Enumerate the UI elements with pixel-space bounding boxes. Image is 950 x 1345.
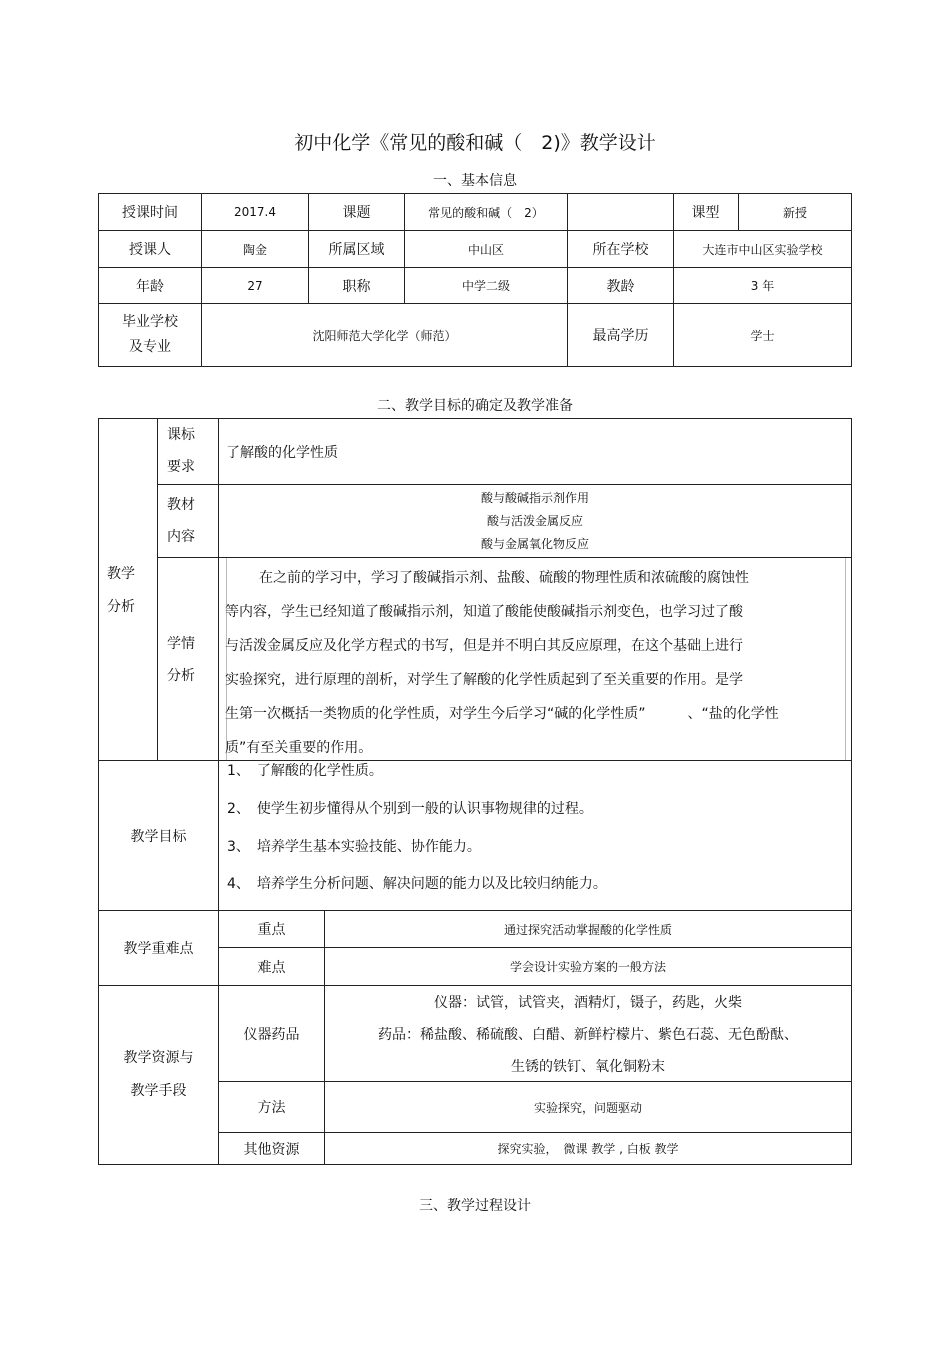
- value-graduate-school: 沈阳师范大学化学（师范）: [312, 328, 457, 343]
- label-teaching-analysis: [99, 558, 152, 624]
- goal-item: 3、 培养学生基本实验技能、协作能力。: [227, 839, 481, 855]
- value-degree: 学士: [750, 328, 775, 343]
- label-resources-methods-line2: 教学手段: [130, 1083, 187, 1099]
- value-key-point: 通过探究活动掌握酸的化学性质: [503, 922, 672, 937]
- label-degree: 最高学历: [592, 328, 649, 344]
- label-textbook-content: [158, 489, 213, 553]
- paragraph-line: 与活泼金属反应及化学方程式的书写，但是并不明白其反应原理，在这个基础上进行: [225, 638, 743, 654]
- label-graduate-school-line1: 毕业学校: [122, 314, 178, 330]
- reagents-line-cont: 生锈的铁钉、氧化铜粉末: [511, 1058, 665, 1075]
- label-graduate-school: [99, 304, 201, 366]
- value-topic: 常见的酸和碱（ 2）: [428, 205, 544, 220]
- paragraph-line: 等内容，学生已经知道了酸碱指示剂，知道了酸能使酸碱指示剂变色，也学习过了酸: [225, 604, 743, 620]
- paragraph-line: 生第一次概括一类物质的化学性质，对学生今后学习“碱的化学性质” 、“盐的化学性: [225, 706, 779, 722]
- label-topic: 课题: [342, 205, 371, 221]
- label-lesson-type: 课型: [691, 205, 720, 221]
- label-method: 方法: [257, 1100, 286, 1116]
- reagents-line: 药品：稀盐酸、稀硫酸、白醋、新鲜柠檬片、紫色石蕊、无色酚酞、: [378, 1026, 798, 1043]
- label-age: 年龄: [136, 278, 164, 295]
- label-teaching-goals: 教学目标: [130, 828, 187, 845]
- paragraph-line: 质”有至关重要的作用。: [225, 740, 373, 756]
- label-teaching-analysis-line1: 教学: [107, 566, 135, 582]
- label-teaching-years: 教龄: [606, 278, 635, 295]
- label-time: 授课时间: [122, 205, 178, 221]
- instruments-line: 仪器：试管，试管夹，酒精灯，镊子，药匙，火柴: [434, 994, 742, 1011]
- label-school: 所在学校: [592, 242, 649, 258]
- value-lesson-type: 新授: [782, 205, 807, 220]
- label-curriculum-standard-line2: 要求: [167, 459, 195, 475]
- value-other-resources: 探究实验， 微课 教学 , 白板 教学: [497, 1142, 679, 1156]
- textbook-content-list: [219, 485, 851, 557]
- label-student-analysis-line1: 学情: [167, 636, 195, 652]
- label-key-point: 重点: [257, 922, 286, 938]
- student-analysis-text: [225, 561, 841, 765]
- label-resources-methods-line1: 教学资源与: [123, 1050, 194, 1066]
- page-title: 初中化学《常见的酸和碱（ 2)》教学设计: [294, 132, 656, 154]
- label-resources-methods: [99, 986, 218, 1164]
- goal-item: 2、 使学生初步懂得从个别到一般的认识事物规律的过程。: [227, 801, 593, 817]
- label-teaching-analysis-line2: 分析: [107, 599, 135, 615]
- label-teacher: 授课人: [129, 242, 171, 258]
- list-item: 酸与活泼金属反应: [486, 513, 583, 528]
- instruments-reagents-list: [325, 988, 851, 1081]
- label-graduate-school-line2: 及专业: [129, 339, 171, 355]
- list-item: 酸与酸碱指示剂作用: [480, 490, 589, 505]
- label-district: 所属区域: [328, 242, 385, 258]
- value-curriculum-standard: 了解酸的化学性质: [226, 444, 338, 461]
- label-key-difficult-points: 教学重难点: [123, 941, 194, 957]
- value-teaching-years: 3 年: [750, 279, 775, 293]
- section-basic-info: 一、基本信息: [433, 173, 517, 189]
- label-curriculum-standard: [158, 419, 213, 483]
- label-difficult-point: 难点: [257, 959, 286, 976]
- goal-item: 4、 培养学生分析问题、解决问题的能力以及比较归纳能力。: [227, 876, 607, 892]
- label-textbook-content-line2: 内容: [167, 529, 195, 545]
- paragraph-line: 实验探究，进行原理的剖析，对学生了解酸的化学性质起到了至关重要的作用。是学: [225, 672, 743, 688]
- label-student-analysis: [158, 628, 213, 692]
- value-title: 中学二级: [461, 279, 510, 293]
- value-school: 大连市中山区实验学校: [702, 242, 823, 257]
- label-student-analysis-line2: 分析: [167, 668, 195, 684]
- value-teacher: 陶金: [242, 242, 267, 257]
- section-process-design: 三、教学过程设计: [419, 1198, 531, 1214]
- value-difficult-point: 学会设计实验方案的一般方法: [509, 960, 666, 974]
- value-method: 实验探究，问题驱动: [533, 1100, 642, 1115]
- value-age: 27: [247, 278, 263, 293]
- label-curriculum-standard-line1: 课标: [167, 427, 195, 443]
- value-time: 2017.4: [234, 205, 276, 219]
- paragraph-line: 在之前的学习中，学习了酸碱指示剂、盐酸、硫酸的物理性质和浓硫酸的腐蚀性: [259, 570, 749, 586]
- label-other-resources: 其他资源: [243, 1141, 300, 1158]
- list-item: 酸与金属氧化物反应: [480, 536, 589, 551]
- label-instruments-reagents: 仪器药品: [243, 1026, 300, 1043]
- value-district: 中山区: [467, 242, 504, 257]
- section-goals-prep: 二、教学目标的确定及教学准备: [377, 398, 573, 414]
- goal-item: 1、 了解酸的化学性质。: [227, 763, 383, 779]
- label-title: 职称: [342, 278, 371, 295]
- label-textbook-content-line1: 教材: [167, 497, 195, 513]
